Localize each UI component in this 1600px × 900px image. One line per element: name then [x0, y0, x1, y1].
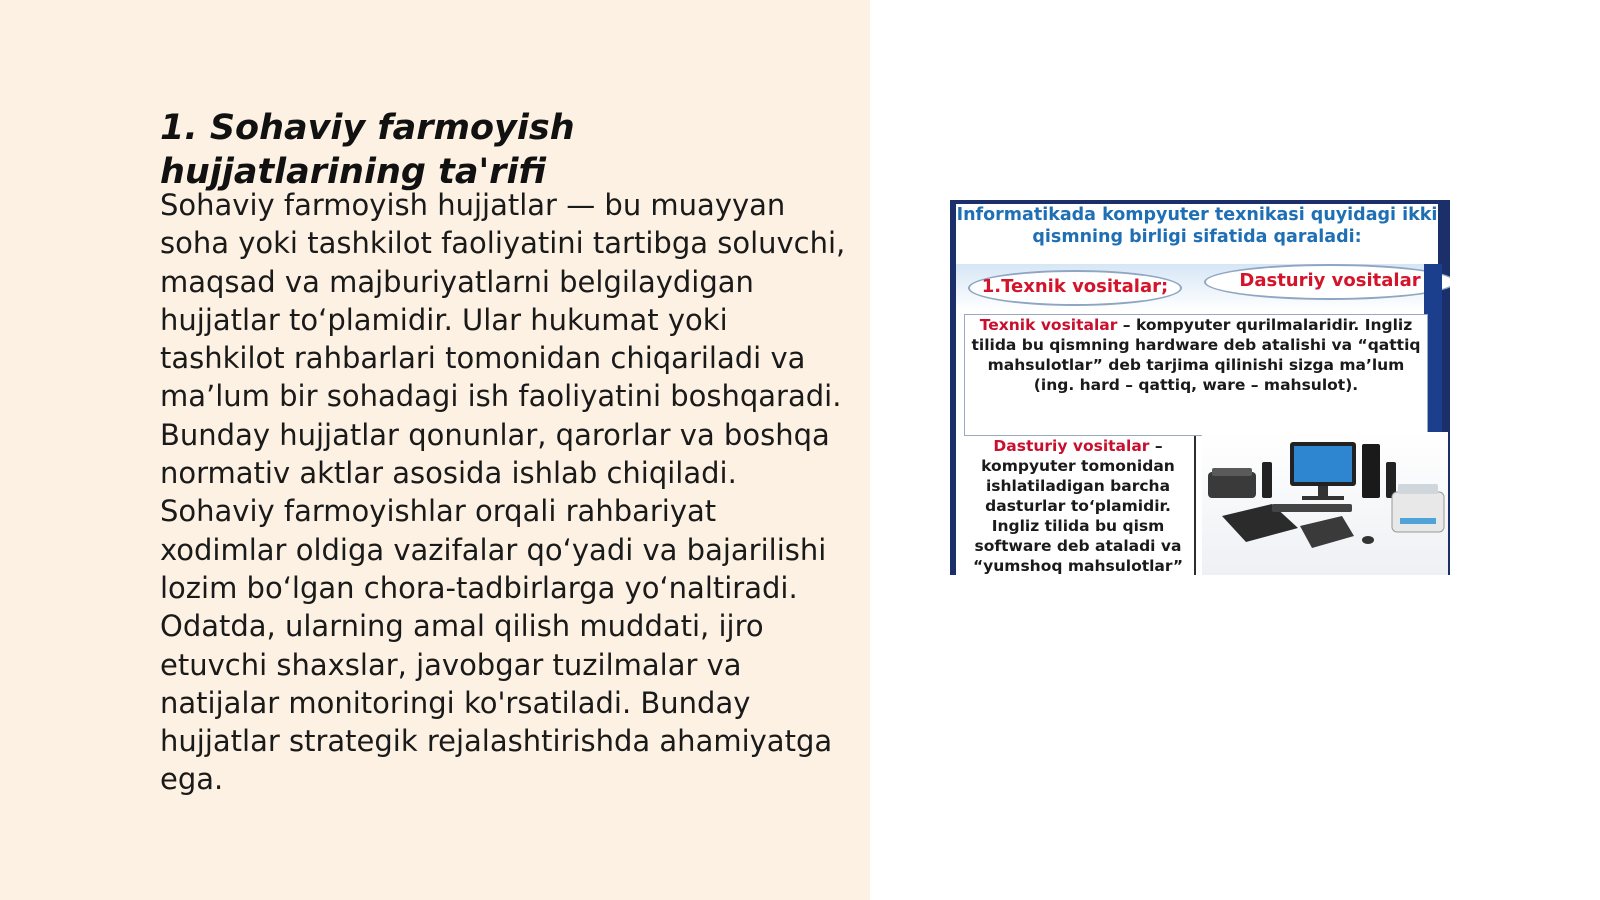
technical-term: Texnik vositalar	[979, 316, 1118, 334]
cloud-technical: 1.Texnik vositalar;	[968, 270, 1182, 306]
software-description	[962, 436, 1196, 575]
speaker-left-icon	[1262, 462, 1272, 498]
tablet-icon	[1300, 516, 1354, 548]
infographic-header: Informatikada kompyuter texnikasi quyidagi ikki qismning birligi sifatida qaraladi:	[956, 205, 1438, 247]
infographic-image	[950, 200, 1450, 575]
mouse-icon	[1362, 536, 1374, 544]
computer-devices-icon	[1202, 432, 1448, 575]
software-term: Dasturiy vositalar	[993, 437, 1150, 455]
keyboard-icon	[1272, 504, 1352, 512]
software-text: – kompyuter tomonidan ishlatiladigan barcha dasturlar to‘plamidir. Ingliz tilida bu qism software deb ataladi va “yumshoq mahsulotlar”	[972, 437, 1184, 575]
cloud-software: Dasturiy vositalar	[1204, 264, 1450, 300]
system-unit-icon	[1362, 444, 1380, 498]
technical-description	[964, 314, 1428, 436]
printer-icon	[1392, 492, 1444, 532]
computer-devices-illustration	[1202, 432, 1448, 575]
slide-body-text: Sohaviy farmoyish hujjatlar — bu muayyan soha yoki tashkilot faoliyatini tartibga soluvchi, maqsad va majburiyatlarni belgilaydigan hujjatlar to‘plamidir. Ular hukumat yoki tashkilot rahbarlari tomonidan chiqariladi va ma’lum bir sohadagi ish faoliyatini boshqaradi. Bunday hujjatlar qonunlar, qarorlar va boshqa normativ aktlar asosida ishlab chiqiladi. Sohaviy farmoyishlar orqali rahbariyat xodimlar oldiga vazifalar qo‘yadi va bajarilishi lozim bo‘lgan chora-tadbirlarga yo‘naltiradi. Odatda, ularning amal qilish muddati, ijro etuvchi shaxslar, javobgar tuzilmalar va natijalar monitoringi ko'rsatiladi. Bunday hujjatlar strategik rejalashtirishda ahamiyatga ega.	[160, 188, 846, 797]
slide-title: 1. Sohaviy farmoyish hujjatlarining ta'rifi	[160, 108, 575, 192]
infographic-canvas	[956, 204, 1438, 575]
technical-text: – kompyuter qurilmalaridir. Ingliz tilida bu qismning hardware deb atalishi va “qattiq mahsulotlar” deb tarjima qilinishi sizga ma’lum (ing. hard – qattiq, ware – mahsulot).	[971, 316, 1421, 394]
